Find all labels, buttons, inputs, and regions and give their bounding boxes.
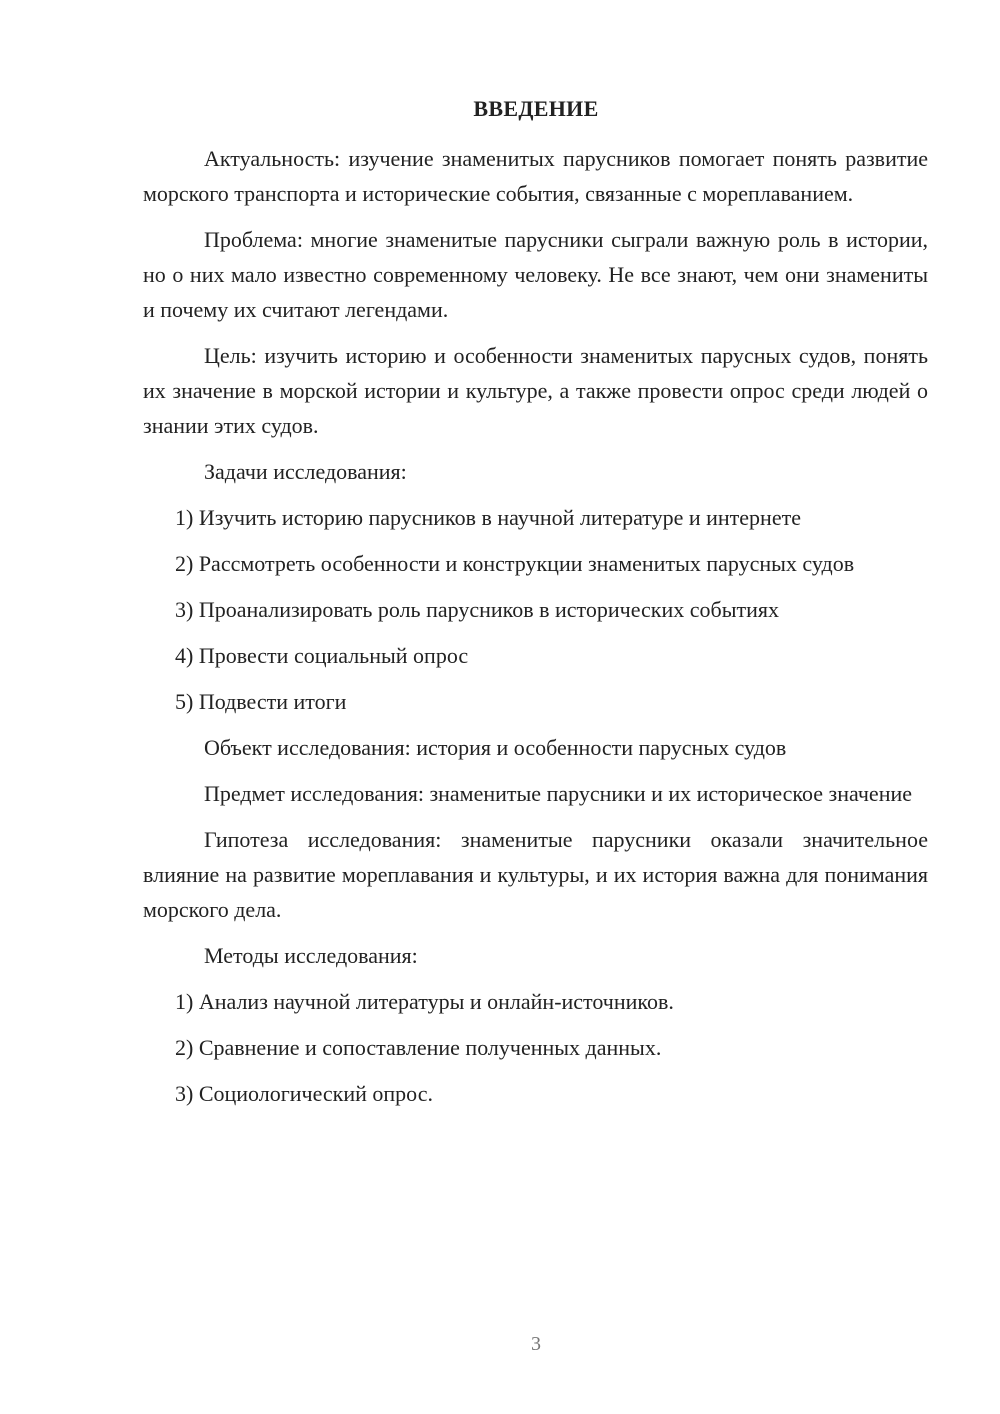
list-item: 5) Подвести итоги bbox=[175, 689, 347, 714]
paragraph-subject: Предмет исследования: знаменитые парусники и их историческое значение bbox=[204, 781, 913, 806]
list-item: 3) Проанализировать роль парусников в исторических событиях bbox=[175, 597, 779, 622]
tasks-title: Задачи исследования: bbox=[204, 459, 407, 484]
document-body bbox=[143, 141, 928, 1122]
list-item: 4) Провести социальный опрос bbox=[175, 643, 469, 668]
page-number: 3 bbox=[531, 1333, 541, 1355]
list-item: 1) Анализ научной литературы и онлайн-источников. bbox=[175, 989, 674, 1014]
tasks-list bbox=[143, 500, 928, 719]
list-item: 1) Изучить историю парусников в научной литературе и интернете bbox=[175, 505, 801, 530]
paragraph-goal: Цель: изучить историю и особенности знаменитых парусных судов, понять их значение в морской истории и культуре, а также провести опрос среди людей о знании этих судов. bbox=[143, 343, 928, 438]
paragraph-problem: Проблема: многие знаменитые парусники сыграли важную роль в истории, но о них мало известно современному человеку. Не все знают, чем они знамениты и почему их считают легендами. bbox=[143, 227, 928, 322]
paragraph-actuality: Актуальность: изучение знаменитых парусников помогает понять развитие морского транспорта и исторические события, связанные с мореплаванием. bbox=[143, 146, 928, 206]
paragraph-object: Объект исследования: история и особенности парусных судов bbox=[204, 735, 787, 760]
methods-title: Методы исследования: bbox=[204, 943, 418, 968]
list-item: 2) Рассмотреть особенности и конструкции знаменитых парусных судов bbox=[175, 551, 855, 576]
page-title: ВВЕДЕНИЕ bbox=[473, 96, 599, 121]
methods-list bbox=[143, 984, 928, 1111]
paragraph-hypothesis: Гипотеза исследования: знаменитые парусники оказали значительное влияние на развитие мореплавания и культуры, и их история важна для понимания морского дела. bbox=[143, 827, 928, 922]
list-item: 2) Сравнение и сопоставление полученных данных. bbox=[175, 1035, 662, 1060]
list-item: 3) Социологический опрос. bbox=[175, 1081, 433, 1106]
